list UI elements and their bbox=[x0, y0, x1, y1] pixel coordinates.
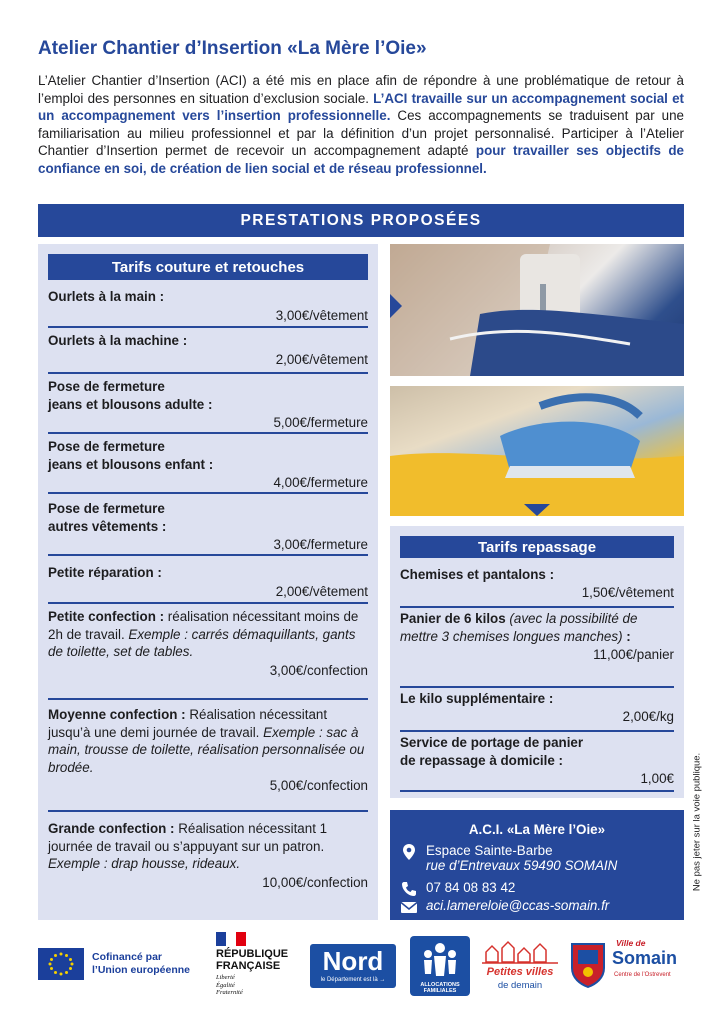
tarif-row bbox=[48, 288, 368, 328]
page-title: Atelier Chantier d’Insertion «La Mère l’Oie» bbox=[38, 38, 427, 59]
couture-title: Tarifs couture et retouches bbox=[111, 258, 305, 276]
tarif-description bbox=[48, 820, 368, 873]
eu-text bbox=[92, 951, 190, 977]
pvd-line-1: Petites villes bbox=[486, 966, 554, 978]
contact-email-row bbox=[400, 898, 609, 916]
caf-logo bbox=[410, 936, 470, 996]
contact-phone-row bbox=[400, 880, 515, 898]
intro-paragraph bbox=[38, 72, 684, 177]
tarif-row bbox=[48, 332, 368, 374]
rf-motto-1: Liberté bbox=[216, 974, 235, 981]
caf-family-icon bbox=[410, 938, 470, 982]
tarif-label: Panier de 6 kilos bbox=[400, 611, 506, 626]
tarif-example: Exemple : carrés démaquillants, gants de toilette, set de tables. bbox=[48, 626, 356, 659]
tarif-row bbox=[48, 378, 368, 434]
rf-motto-2: Égalité bbox=[216, 981, 235, 989]
tarif-label: Pose de fermeture bbox=[48, 439, 165, 454]
tarif-price: 5,00€/fermeture bbox=[273, 415, 368, 430]
somain-line-3: Centre de l’Ostrevent bbox=[614, 972, 671, 978]
tarif-desc: réalisation nécessitant moins de 2h de travail. bbox=[48, 609, 359, 642]
tarif-row bbox=[48, 438, 368, 494]
phone-icon bbox=[400, 880, 418, 898]
section-band bbox=[38, 204, 684, 237]
tarif-label: autres vêtements : bbox=[48, 518, 167, 534]
rf-line-1: RÉPUBLIQUE bbox=[216, 948, 289, 960]
rf-line-2: FRANÇAISE bbox=[216, 960, 281, 972]
tarif-note: (avec la possibilité de mettre 3 chemises longues manches) bbox=[400, 611, 638, 644]
tarif-description bbox=[48, 608, 368, 661]
tarif-label: Petite confection : bbox=[48, 609, 165, 624]
tarif-suffix: : bbox=[622, 629, 631, 644]
repassage-title: Tarifs repassage bbox=[477, 538, 597, 556]
tarif-label: de repassage à domicile : bbox=[400, 753, 563, 768]
repassage-header bbox=[400, 536, 674, 558]
tarif-row bbox=[48, 608, 368, 700]
section-band-title: PRESTATIONS PROPOSÉES bbox=[240, 211, 482, 229]
tarif-label: jeans et blousons adulte : bbox=[48, 396, 213, 412]
intro-text-1: L’Atelier Chantier d’Insertion (ACI) a été mis en place afin de répondre à une problématique de retour à l’emploi des personnes en situation d’exclusion sociale. bbox=[38, 73, 684, 106]
tarif-row bbox=[400, 610, 674, 688]
tarif-price: 2,00€/vêtement bbox=[275, 351, 368, 367]
tarif-price: 10,00€/confection bbox=[262, 874, 368, 890]
tarif-label: Petite réparation : bbox=[48, 565, 162, 580]
tarif-label: Moyenne confection : bbox=[48, 707, 186, 722]
nord-word: Nord bbox=[322, 946, 384, 976]
tarif-row bbox=[400, 734, 674, 792]
tarif-label: Le kilo supplémentaire : bbox=[400, 691, 554, 706]
contact-box bbox=[390, 810, 684, 920]
intro-text-3: Ces accompagnements se traduisent par une familiarisation au milieu professionnel et par la définition d’un projet personnalisé. Participer à l’Atelier Chantier d’Insertion permet de recevoir un accompagnement adapté bbox=[38, 108, 684, 158]
contact-place-row bbox=[400, 843, 617, 873]
somain-crest-icon bbox=[570, 942, 606, 988]
tarif-row bbox=[400, 690, 674, 732]
rf-motto-3: Fraternité bbox=[216, 989, 243, 996]
caf-text: ALLOCATIONS FAMILIALES bbox=[420, 982, 460, 994]
marianne-icon bbox=[216, 932, 246, 946]
ironing-photo bbox=[390, 386, 684, 516]
sewing-illustration bbox=[390, 244, 684, 376]
contact-phone[interactable]: 07 84 08 83 42 bbox=[426, 880, 516, 895]
tarif-price: 4,00€/fermeture bbox=[273, 475, 368, 490]
nord-tagline: le Département est là → bbox=[320, 977, 386, 983]
tarif-row bbox=[48, 564, 368, 604]
contact-address: rue d’Entrevaux 59490 SOMAIN bbox=[426, 858, 618, 873]
tarif-price: 3,00€/confection bbox=[269, 662, 368, 678]
couture-panel bbox=[38, 244, 378, 920]
tarif-description bbox=[48, 706, 368, 776]
tarif-example: Exemple : sac à main, trousse de toilette, réalisation personnalisée ou brodée. bbox=[48, 724, 365, 775]
repassage-panel bbox=[390, 526, 684, 798]
tarif-price: 5,00€/confection bbox=[269, 778, 368, 793]
republique-francaise-logo bbox=[214, 932, 294, 1000]
tarif-label: Grande confection : bbox=[48, 821, 175, 836]
tarif-price: 1,00€ bbox=[640, 771, 674, 786]
nord-logo bbox=[310, 944, 396, 988]
location-pin-icon bbox=[400, 843, 418, 861]
contact-title: A.C.I. «La Mère l’Oie» bbox=[468, 822, 606, 837]
side-note-text: Ne pas jeter sur la voie publique. bbox=[691, 752, 703, 892]
somain-line-2: Somain bbox=[612, 948, 678, 968]
somain-line-1: Ville de bbox=[616, 938, 646, 948]
contact-place: Espace Sainte-Barbe bbox=[426, 843, 553, 858]
tarif-example: Exemple : drap housse, rideaux. bbox=[48, 856, 241, 871]
tarif-desc: Réalisation nécessitant jusqu’à une demi journée de travail. bbox=[48, 707, 328, 740]
tarif-label: jeans et blousons enfant : bbox=[48, 456, 214, 472]
tarif-label: Chemises et pantalons : bbox=[400, 567, 555, 582]
tarif-price: 1,50€/vêtement bbox=[581, 585, 674, 600]
tarif-desc: Réalisation nécessitant 1 journée de travail ou s’appuyant sur un patron. bbox=[48, 821, 328, 854]
footer-logos bbox=[38, 932, 684, 1002]
petites-villes-logo bbox=[482, 938, 558, 996]
tarif-label: Pose de fermeture bbox=[48, 379, 165, 394]
tarif-price: 11,00€/panier bbox=[593, 647, 674, 662]
tarif-label: Ourlets à la machine : bbox=[48, 333, 188, 348]
houses-icon bbox=[482, 938, 558, 964]
tarif-row bbox=[48, 820, 368, 912]
side-note bbox=[688, 737, 706, 907]
eu-flag-icon bbox=[38, 948, 84, 980]
mail-icon bbox=[400, 898, 418, 916]
ironing-illustration bbox=[390, 386, 684, 516]
tarif-price: 3,00€/fermeture bbox=[273, 537, 368, 552]
rf-text bbox=[216, 948, 288, 972]
intro-text-4: pour travailler ses objectifs de confiance en soi, de création de lien social et de réseau professionnel. bbox=[38, 143, 684, 176]
tarif-price: 2,00€/vêtement bbox=[275, 583, 368, 599]
tarif-label: Service de portage de panier bbox=[400, 735, 584, 750]
tarif-label: Ourlets à la main : bbox=[48, 289, 165, 304]
tarif-price: 2,00€/kg bbox=[622, 709, 674, 724]
tarif-row bbox=[48, 706, 368, 812]
tarif-description bbox=[400, 610, 674, 646]
tarif-price: 3,00€/vêtement bbox=[275, 307, 368, 323]
tarif-row bbox=[48, 500, 368, 556]
eu-logo bbox=[38, 948, 198, 988]
tarif-label: Pose de fermeture bbox=[48, 501, 165, 516]
rf-motto bbox=[216, 974, 243, 997]
tarif-row bbox=[400, 566, 674, 608]
couture-header bbox=[48, 254, 368, 280]
sewing-machine-photo bbox=[390, 244, 684, 376]
contact-email[interactable]: aci.lamereloie@ccas-somain.fr bbox=[426, 898, 610, 913]
intro-text-2: L’ACI travaille sur un accompagnement social et un accompagnement vers l’insertion professionnelle. bbox=[38, 90, 684, 123]
pvd-line-2: de demain bbox=[497, 980, 543, 991]
somain-logo bbox=[570, 934, 684, 998]
eu-line-2: l’Union européenne bbox=[92, 964, 191, 976]
eu-line-1: Cofinancé par bbox=[92, 951, 163, 963]
